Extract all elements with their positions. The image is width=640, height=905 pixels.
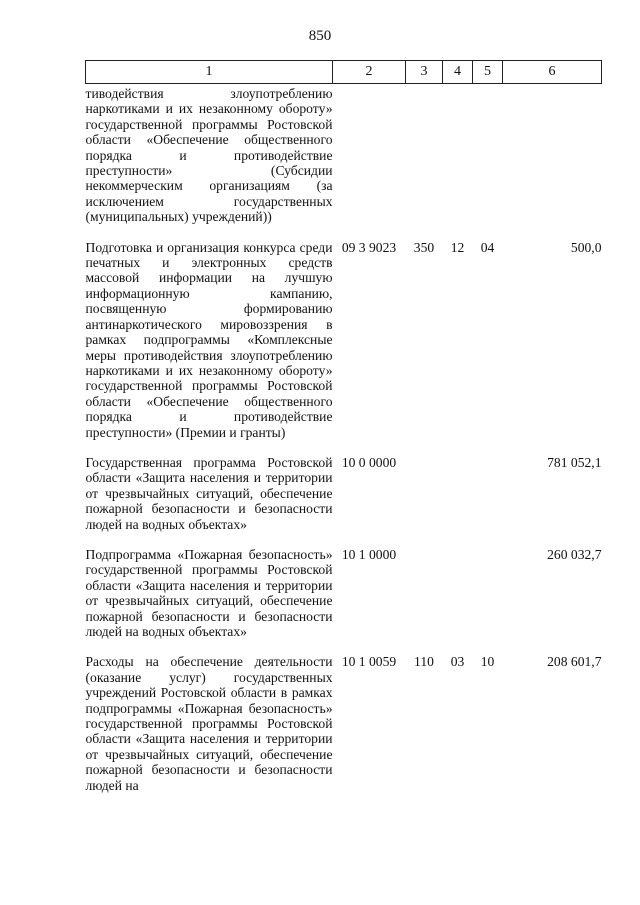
table-header-row xyxy=(86,61,602,84)
row-code: 10 1 0059 xyxy=(341,654,397,670)
column-header: 2 xyxy=(333,61,406,84)
table-row xyxy=(86,547,602,654)
row-amount: 208 601,7 xyxy=(547,654,602,670)
column-header: 6 xyxy=(503,61,602,84)
row-code: 10 1 0000 xyxy=(341,546,397,562)
column-header: 4 xyxy=(443,61,473,84)
row-col3: 110 xyxy=(414,654,434,670)
row-description: Подпрограмма «Пожарная безопасность» государственной программы Ростовской области «Защита населения и территории от чрезвычайных ситуаций, обеспечение пожарной безопасности и безопасности людей на водных объектах» xyxy=(85,546,333,639)
row-col4 xyxy=(443,547,473,654)
row-col5 xyxy=(473,84,503,240)
column-header: 1 xyxy=(86,61,333,84)
row-code: 09 3 9023 xyxy=(341,239,397,255)
row-col5 xyxy=(473,455,503,547)
row-col3 xyxy=(406,455,443,547)
row-col3 xyxy=(406,84,443,240)
row-amount: 781 052,1 xyxy=(547,454,602,470)
row-col4 xyxy=(443,84,473,240)
table-row xyxy=(86,455,602,547)
table-row xyxy=(86,84,602,240)
budget-table xyxy=(85,60,602,793)
row-amount: 500,0 xyxy=(570,239,602,255)
table-row xyxy=(86,654,602,793)
row-description: тиводействия злоупотреблению наркотиками и их незаконному обороту» государственной программы Ростовской области «Обеспечение общественного порядка и противодействие преступности» (Субсидии некоммерческим организациям (за исключением государственных (муниципальных) учреждений)) xyxy=(85,86,333,225)
row-col5: 04 xyxy=(480,239,495,255)
row-amount xyxy=(503,84,602,240)
row-col4 xyxy=(443,455,473,547)
column-header: 5 xyxy=(473,61,503,84)
page-number: 850 xyxy=(308,28,332,44)
row-description: Расходы на обеспечение деятельности (оказание услуг) государственных учреждений Ростовской области в рамках подпрограммы «Пожарная безопасность» государственной программы Ростовской области «Защита населения и территории от чрезвычайных ситуаций, обеспечение пожарной безопасности и безопасности людей на xyxy=(85,654,333,793)
row-code xyxy=(333,84,406,240)
row-col3: 350 xyxy=(413,239,435,255)
column-header: 3 xyxy=(406,61,443,84)
row-description: Подготовка и организация конкурса среди печатных и электронных средств массовой информации на лучшую информационную кампанию, посвященную формированию антинаркотического мировоззрения в рамках подпрограммы «Комплексные меры противодействия злоупотреблению наркотиками и их незаконному обороту» государственной программы Ростовской области «Обеспечение общественного порядка и противодействие преступности» (Премии и гранты) xyxy=(85,239,333,440)
row-code: 10 0 0000 xyxy=(341,454,397,470)
row-col4: 12 xyxy=(450,239,465,255)
table-row xyxy=(86,240,602,455)
row-col5 xyxy=(473,547,503,654)
row-amount: 260 032,7 xyxy=(547,546,602,562)
row-col4: 03 xyxy=(450,654,465,670)
row-col3 xyxy=(406,547,443,654)
row-description: Государственная программа Ростовской области «Защита населения и территории от чрезвычайных ситуаций, обеспечение пожарной безопасности и безопасности людей на водных объектах» xyxy=(85,454,333,532)
row-col5: 10 xyxy=(480,654,495,670)
